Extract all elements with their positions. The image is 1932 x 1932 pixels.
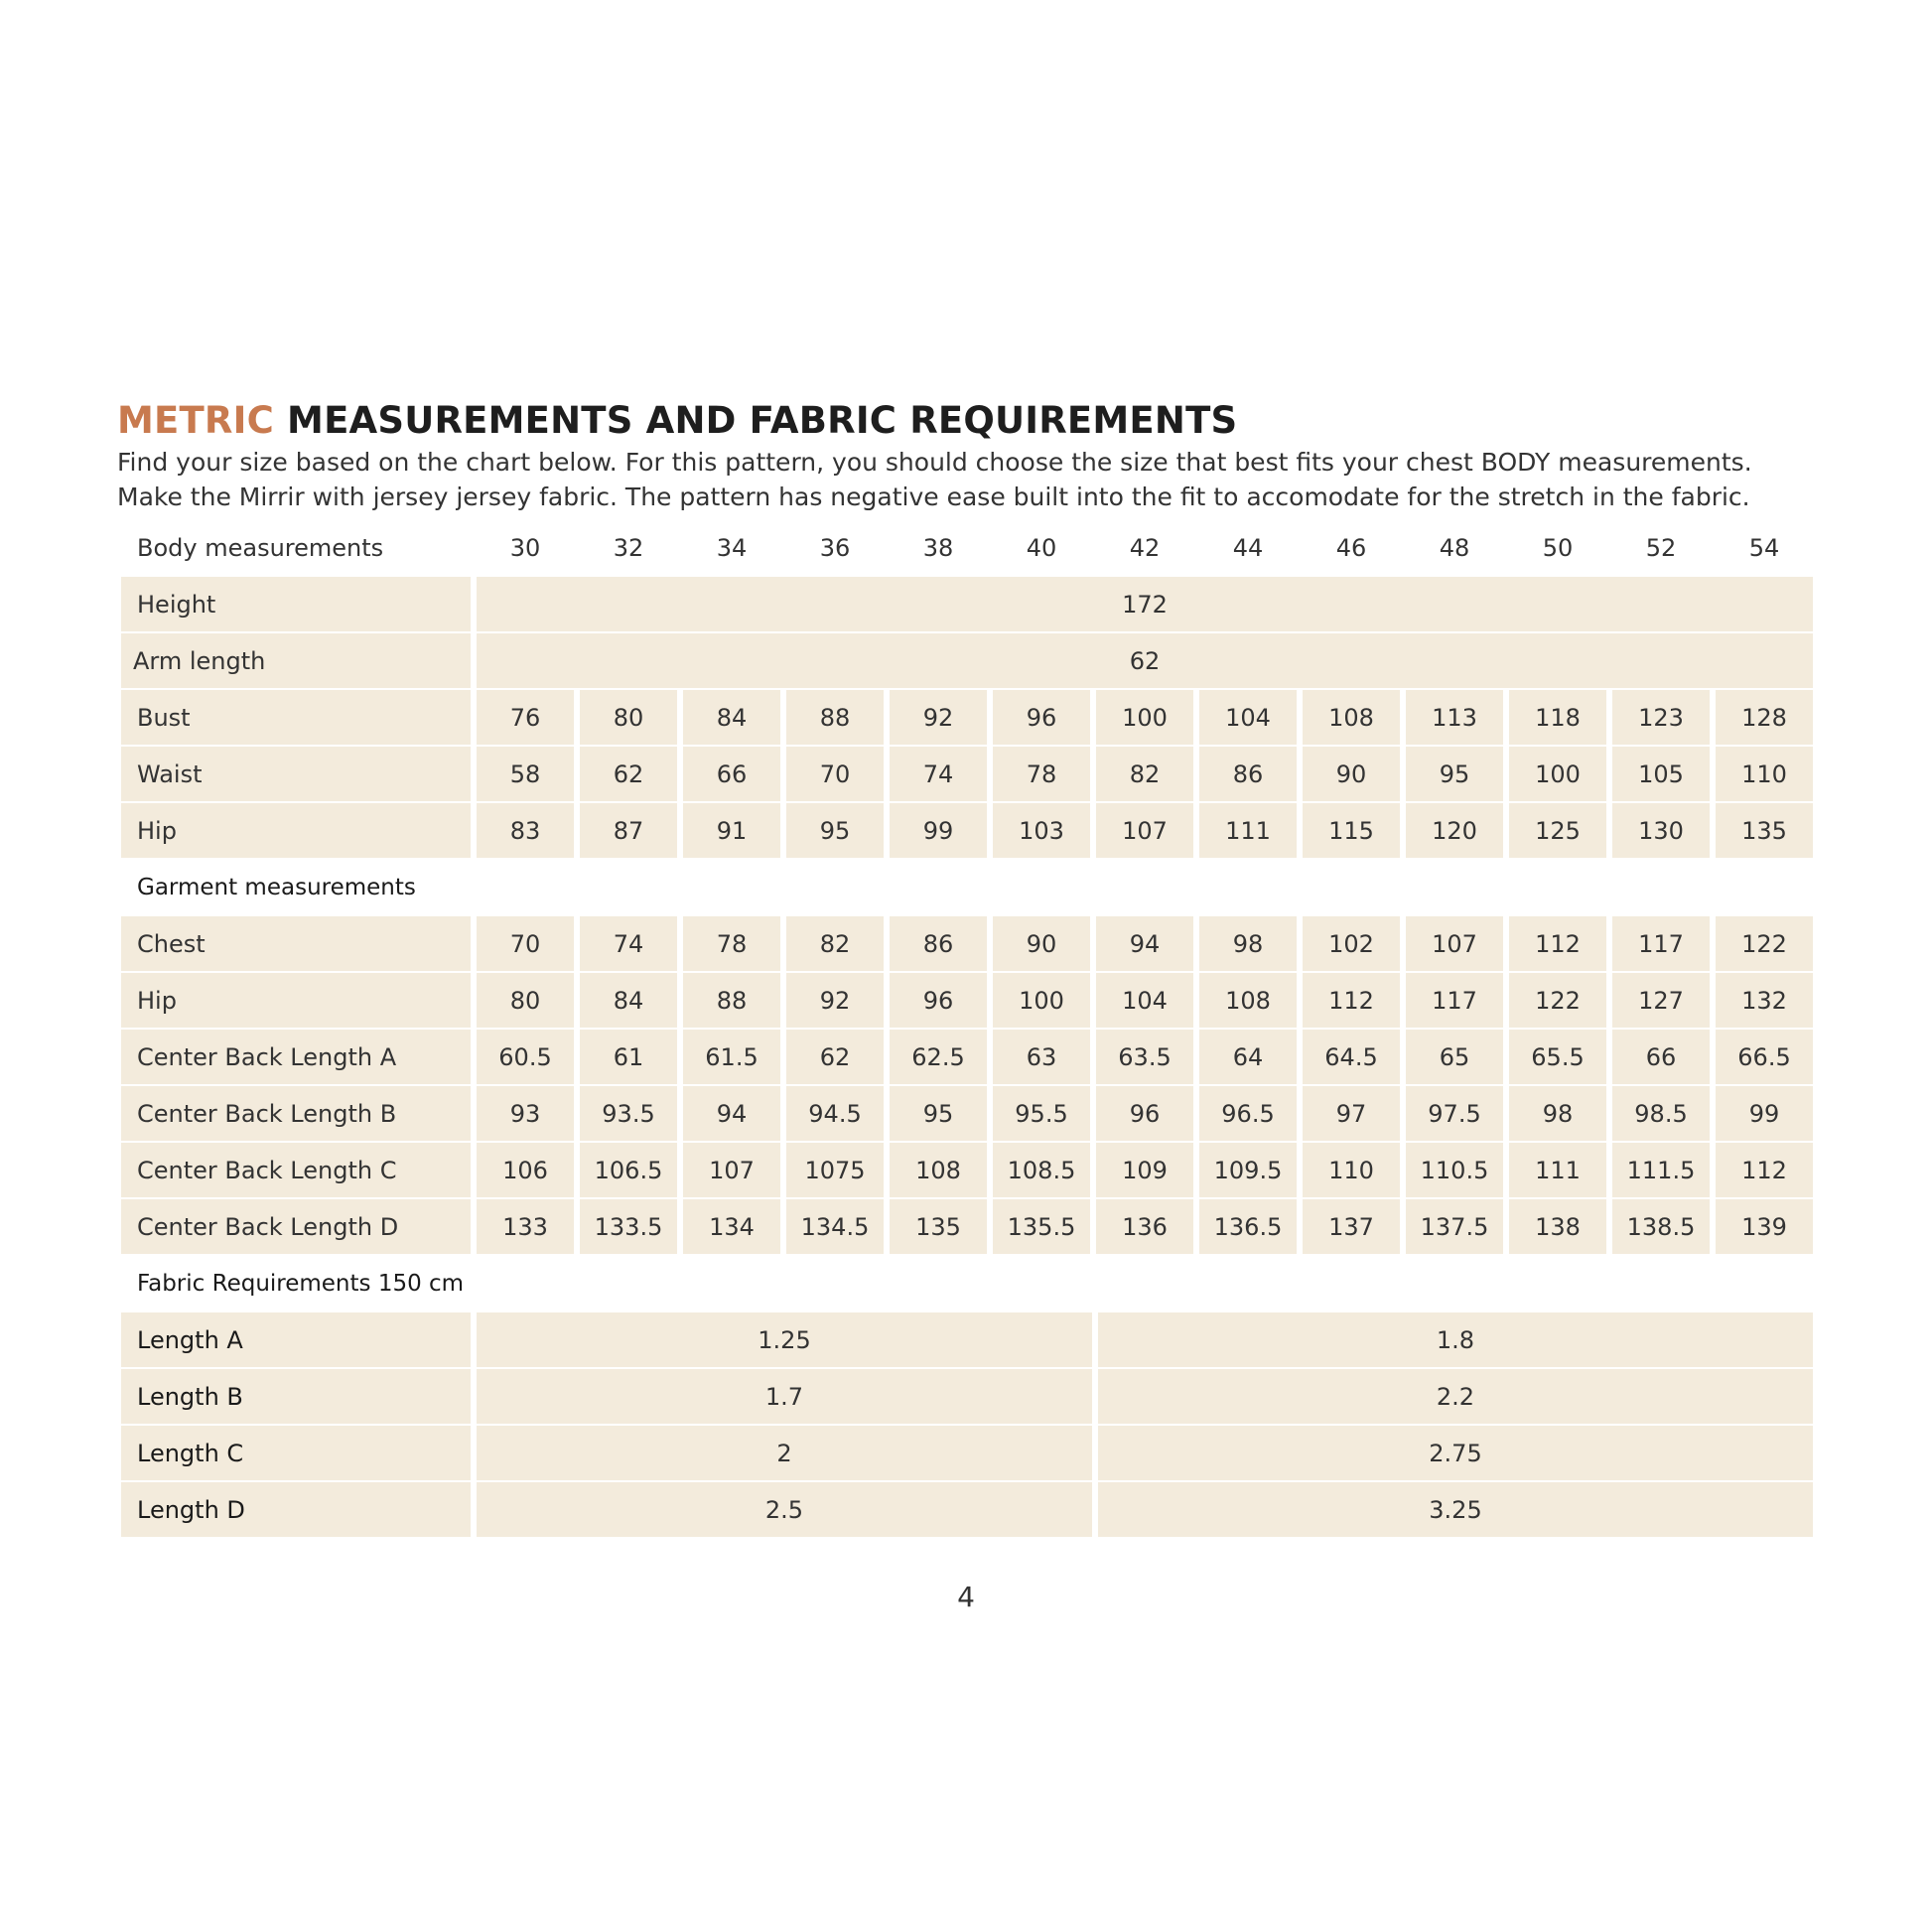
fabric-large-sizes-value: 1.8 [1098, 1312, 1813, 1367]
value-cell: 65.5 [1509, 1030, 1606, 1084]
fabric-large-sizes-value: 2.2 [1098, 1369, 1813, 1424]
garment-section-label: Garment measurements [137, 874, 416, 900]
value-cell: 98.5 [1612, 1086, 1710, 1141]
size-header-cell: 42 [1129, 533, 1161, 562]
row-label: Length B [121, 1369, 471, 1424]
garment-measurement-row [121, 1199, 1813, 1254]
value-cell: 110.5 [1406, 1143, 1503, 1197]
garment-measurement-row [121, 916, 1813, 971]
value-cell: 100 [993, 973, 1090, 1028]
size-header-cell: 54 [1748, 533, 1780, 562]
fabric-large-sizes-value: 3.25 [1098, 1482, 1813, 1537]
value-cell: 66.5 [1716, 1030, 1813, 1084]
value-cell: 95 [890, 1086, 987, 1141]
value-cell: 90 [993, 916, 1090, 971]
size-header-cell: 34 [716, 533, 748, 562]
value-cell: 70 [786, 747, 884, 801]
arm-length-row [121, 633, 1813, 688]
body-measurements-label: Body measurements [137, 533, 384, 562]
value-cell: 135.5 [993, 1199, 1090, 1254]
value-cell: 138.5 [1612, 1199, 1710, 1254]
size-header-cell: 30 [509, 533, 541, 562]
row-label: Chest [121, 916, 471, 971]
value-cell: 99 [1716, 1086, 1813, 1141]
value-cell: 137.5 [1406, 1199, 1503, 1254]
value-cell: 127 [1612, 973, 1710, 1028]
value-cell: 76 [477, 690, 574, 745]
value-cell: 83 [477, 803, 574, 858]
value-cell: 96 [993, 690, 1090, 745]
height-row [121, 577, 1813, 631]
value-cell: 93 [477, 1086, 574, 1141]
size-header-cell: 40 [1026, 533, 1057, 562]
value-cell: 74 [890, 747, 987, 801]
value-cell: 86 [1199, 747, 1297, 801]
value-cell: 88 [786, 690, 884, 745]
value-cell: 78 [683, 916, 780, 971]
value-cell: 98 [1509, 1086, 1606, 1141]
value-cell: 94 [683, 1086, 780, 1141]
value-cell: 106 [477, 1143, 574, 1197]
fabric-small-sizes-value: 2 [477, 1426, 1092, 1480]
value-cell: 135 [890, 1199, 987, 1254]
value-cell: 122 [1716, 916, 1813, 971]
value-cell: 65 [1406, 1030, 1503, 1084]
value-cell: 66 [683, 747, 780, 801]
value-cell: 134 [683, 1199, 780, 1254]
value-cell: 112 [1303, 973, 1400, 1028]
fabric-small-sizes-value: 1.7 [477, 1369, 1092, 1424]
value-cell: 94.5 [786, 1086, 884, 1141]
row-label: Length D [121, 1482, 471, 1537]
value-cell: 93.5 [580, 1086, 677, 1141]
value-cell: 104 [1096, 973, 1193, 1028]
garment-measurement-row [121, 973, 1813, 1028]
value-cell: 123 [1612, 690, 1710, 745]
value-cell: 78 [993, 747, 1090, 801]
value-cell: 63 [993, 1030, 1090, 1084]
value-cell: 86 [890, 916, 987, 971]
fabric-requirement-row [121, 1426, 1813, 1480]
value-cell: 1075 [786, 1143, 884, 1197]
measurement-table [121, 520, 1813, 1539]
value-cell: 84 [580, 973, 677, 1028]
value-cell: 136.5 [1199, 1199, 1297, 1254]
value-cell: 107 [1406, 916, 1503, 971]
body-measurement-row [121, 690, 1813, 745]
size-header-cell: 50 [1542, 533, 1574, 562]
value-cell: 95.5 [993, 1086, 1090, 1141]
value-cell: 112 [1716, 1143, 1813, 1197]
value-cell: 109 [1096, 1143, 1193, 1197]
value-cell: 66 [1612, 1030, 1710, 1084]
size-header-cell: 48 [1439, 533, 1470, 562]
page-title [117, 397, 1825, 445]
body-rows [121, 690, 1813, 858]
value-cell: 97.5 [1406, 1086, 1503, 1141]
value-cell: 117 [1406, 973, 1503, 1028]
value-cell: 90 [1303, 747, 1400, 801]
value-cell: 108 [890, 1143, 987, 1197]
arm-length-value: 62 [477, 633, 1813, 688]
value-cell: 91 [683, 803, 780, 858]
value-cell: 70 [477, 916, 574, 971]
page-number: 4 [957, 1581, 975, 1613]
value-cell: 62 [580, 747, 677, 801]
value-cell: 62 [786, 1030, 884, 1084]
value-cell: 107 [683, 1143, 780, 1197]
value-cell: 108 [1303, 690, 1400, 745]
value-cell: 97 [1303, 1086, 1400, 1141]
fabric-small-sizes-value: 2.5 [477, 1482, 1092, 1537]
value-cell: 99 [890, 803, 987, 858]
row-label: Hip [121, 803, 471, 858]
row-label: Length C [121, 1426, 471, 1480]
fabric-section-label: Fabric Requirements 150 cm [137, 1270, 465, 1297]
value-cell: 111.5 [1612, 1143, 1710, 1197]
size-header-cell: 36 [819, 533, 851, 562]
value-cell: 111 [1199, 803, 1297, 858]
value-cell: 61.5 [683, 1030, 780, 1084]
value-cell: 98 [1199, 916, 1297, 971]
value-cell: 117 [1612, 916, 1710, 971]
row-label: Center Back Length D [121, 1199, 471, 1254]
value-cell: 92 [890, 690, 987, 745]
garment-measurement-row [121, 1030, 1813, 1084]
value-cell: 103 [993, 803, 1090, 858]
value-cell: 111 [1509, 1143, 1606, 1197]
value-cell: 62.5 [890, 1030, 987, 1084]
value-cell: 106.5 [580, 1143, 677, 1197]
size-header-cell: 52 [1645, 533, 1677, 562]
row-label: Bust [121, 690, 471, 745]
value-cell: 92 [786, 973, 884, 1028]
value-cell: 58 [477, 747, 574, 801]
fabric-requirement-row [121, 1482, 1813, 1537]
value-cell: 110 [1303, 1143, 1400, 1197]
value-cell: 96.5 [1199, 1086, 1297, 1141]
size-header-cell: 32 [613, 533, 644, 562]
value-cell: 112 [1509, 916, 1606, 971]
value-cell: 108.5 [993, 1143, 1090, 1197]
fabric-section-header [121, 1256, 1813, 1311]
value-cell: 64.5 [1303, 1030, 1400, 1084]
value-cell: 82 [1096, 747, 1193, 801]
garment-measurement-row [121, 1086, 1813, 1141]
row-label: Length A [121, 1312, 471, 1367]
value-cell: 115 [1303, 803, 1400, 858]
garment-section-header [121, 860, 1813, 914]
size-header-cell: 38 [922, 533, 954, 562]
row-label: Center Back Length C [121, 1143, 471, 1197]
size-header-cell: 44 [1232, 533, 1264, 562]
value-cell: 82 [786, 916, 884, 971]
value-cell: 125 [1509, 803, 1606, 858]
fabric-requirement-row [121, 1369, 1813, 1424]
row-label: Center Back Length B [121, 1086, 471, 1141]
fabric-rows [121, 1312, 1813, 1537]
body-measurement-row [121, 803, 1813, 858]
body-measurement-row [121, 747, 1813, 801]
value-cell: 102 [1303, 916, 1400, 971]
value-cell: 134.5 [786, 1199, 884, 1254]
value-cell: 61 [580, 1030, 677, 1084]
page-header [117, 397, 1825, 514]
value-cell: 64 [1199, 1030, 1297, 1084]
value-cell: 87 [580, 803, 677, 858]
row-label: Arm length [121, 633, 471, 688]
row-label: Height [121, 577, 471, 631]
intro-line-1: Find your size based on the chart below. For this pattern, you should choose the size that best fits your chest BODY measurements. [117, 448, 1752, 477]
value-cell: 113 [1406, 690, 1503, 745]
fabric-large-sizes-value: 2.75 [1098, 1426, 1813, 1480]
value-cell: 110 [1716, 747, 1813, 801]
size-header-row [121, 520, 1813, 575]
value-cell: 88 [683, 973, 780, 1028]
value-cell: 80 [477, 973, 574, 1028]
value-cell: 130 [1612, 803, 1710, 858]
value-cell: 108 [1199, 973, 1297, 1028]
value-cell: 109.5 [1199, 1143, 1297, 1197]
value-cell: 132 [1716, 973, 1813, 1028]
row-label: Hip [121, 973, 471, 1028]
value-cell: 105 [1612, 747, 1710, 801]
value-cell: 100 [1509, 747, 1606, 801]
value-cell: 95 [786, 803, 884, 858]
value-cell: 139 [1716, 1199, 1813, 1254]
value-cell: 60.5 [477, 1030, 574, 1084]
height-value: 172 [477, 577, 1813, 631]
value-cell: 63.5 [1096, 1030, 1193, 1084]
value-cell: 137 [1303, 1199, 1400, 1254]
value-cell: 136 [1096, 1199, 1193, 1254]
value-cell: 96 [890, 973, 987, 1028]
value-cell: 84 [683, 690, 780, 745]
title-rest: MEASUREMENTS AND FABRIC REQUIREMENTS [287, 399, 1238, 442]
value-cell: 104 [1199, 690, 1297, 745]
value-cell: 100 [1096, 690, 1193, 745]
row-label: Waist [121, 747, 471, 801]
value-cell: 95 [1406, 747, 1503, 801]
value-cell: 120 [1406, 803, 1503, 858]
intro-line-2: Make the Mirrir with jersey jersey fabric. The pattern has negative ease built into the fit to accomodate for the stretch in the fabric. [117, 483, 1750, 511]
value-cell: 122 [1509, 973, 1606, 1028]
value-cell: 107 [1096, 803, 1193, 858]
row-label: Center Back Length A [121, 1030, 471, 1084]
value-cell: 133 [477, 1199, 574, 1254]
value-cell: 74 [580, 916, 677, 971]
fabric-small-sizes-value: 1.25 [477, 1312, 1092, 1367]
value-cell: 118 [1509, 690, 1606, 745]
value-cell: 133.5 [580, 1199, 677, 1254]
fabric-requirement-row [121, 1312, 1813, 1367]
value-cell: 96 [1096, 1086, 1193, 1141]
garment-rows [121, 916, 1813, 1254]
value-cell: 94 [1096, 916, 1193, 971]
value-cell: 128 [1716, 690, 1813, 745]
value-cell: 135 [1716, 803, 1813, 858]
size-header-cell: 46 [1335, 533, 1367, 562]
garment-measurement-row [121, 1143, 1813, 1197]
value-cell: 80 [580, 690, 677, 745]
title-accent: METRIC [117, 399, 274, 442]
value-cell: 138 [1509, 1199, 1606, 1254]
